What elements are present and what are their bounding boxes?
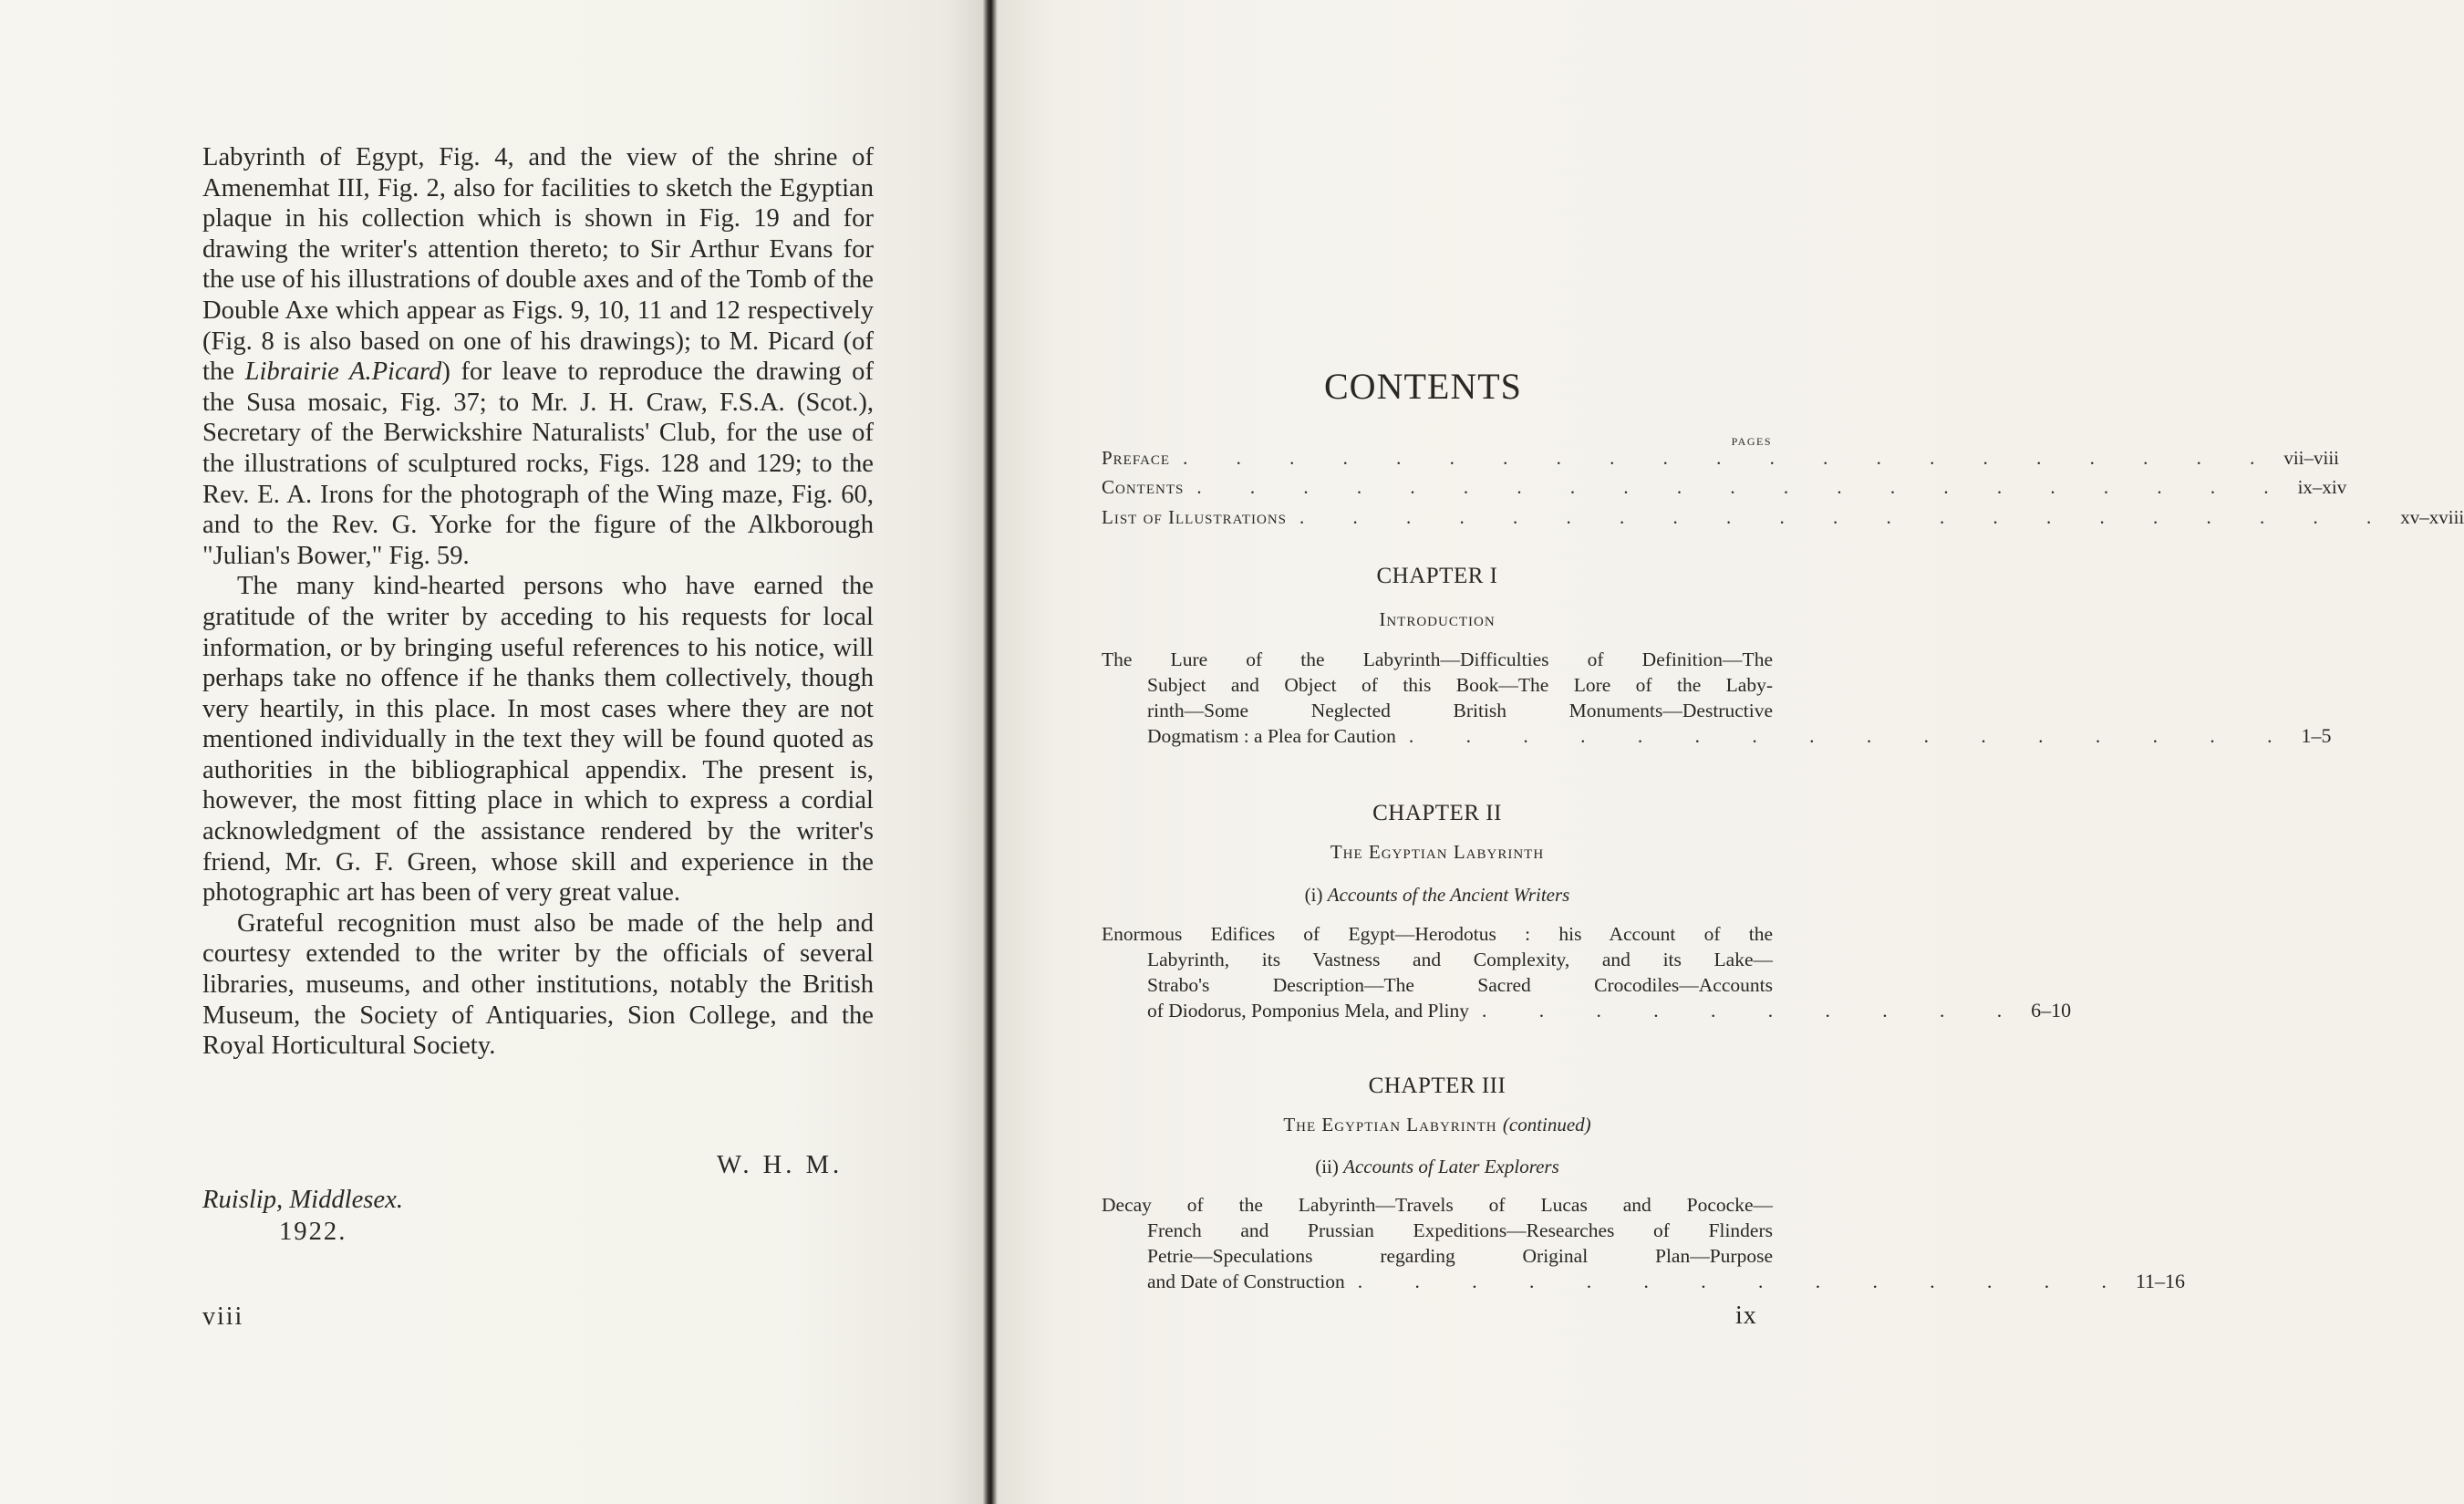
author-initials: W. H. M. bbox=[717, 1151, 844, 1179]
chapter-1-pages: 1–5 bbox=[2301, 724, 2332, 747]
place-of-writing: Ruislip, Middlesex. bbox=[202, 1186, 403, 1214]
dot-leader: . . . . . . . . . . . . . . . . . . . . . bbox=[1183, 447, 2277, 469]
left-page-number: viii bbox=[202, 1302, 244, 1331]
preface-paragraph-2: The many kind-hearted persons who have earned the gratitude of the writer by acceding to his requests for local information, or by bringing useful references to his notice, will perhaps take no offence if he thanks them collectively, though very heartily, in this place. In most cases where they are not mentioned individually in the text they will be found quoted as authorities in the bibliographical appendix. The present is, however, the most fitting place in which to express a cordial acknowledgment of the assistance rendered by the writer's friend, Mr. G. F. Green, whose skill and experience in the photographic art has been of very great value. bbox=[202, 572, 874, 908]
chapter-3-title: The Egyptian Labyrinth (continued) bbox=[1283, 1114, 1591, 1136]
chapter-1-synopsis: The Lure of the Labyrinth—Difficulties of Definition—The Subject and Object of this Book—The Lore of the Laby- rinth—Some Neglected British Monuments—Destructive Dogmatism : a Plea for Caution . . . . . . . . . . . . . . . . 1–5 bbox=[1102, 648, 2332, 747]
dot-leader: . . . . . . . . . . . . . . . . bbox=[1408, 725, 2296, 747]
toc-entry-preface: Preface . . . . . . . . . . . . . . . . . . . . . vii–viii bbox=[1102, 447, 2340, 469]
dot-leader: . . . . . . . . . . . . . . . . . . . . . bbox=[1299, 506, 2394, 528]
preface-text bbox=[202, 142, 874, 1062]
italic-publisher-name: Librairie A.Picard bbox=[244, 358, 442, 387]
chapter-3-pages: 11–16 bbox=[2135, 1270, 2186, 1292]
right-page-number: ix bbox=[1735, 1302, 1757, 1330]
chapter-2-pages: 6–10 bbox=[2031, 999, 2072, 1022]
toc-entry-contents: Contents . . . . . . . . . . . . . . . . . . . . . ix–xiv bbox=[1102, 476, 2347, 498]
preface-paragraph-3: Grateful recognition must also be made of the help and courtesy extended to the writer by the officials of several libraries, museums, and other institutions, notably the British Museum, the Society of Antiquaries, Sion College, and the Royal Horticultural Society. bbox=[202, 908, 874, 1061]
chapter-3-synopsis: Decay of the Labyrinth—Travels of Lucas and Pococke— French and Prussian Expeditions—Researches of Flinders Petrie—Speculations regarding Original Plan—Purpose and Date of Construction . . . . . . . . . . . . . . 11–16 bbox=[1102, 1194, 2186, 1292]
chapter-3-heading: CHAPTER III bbox=[1368, 1074, 1506, 1098]
book-gutter bbox=[983, 0, 998, 1504]
chapter-2-section: (i) Accounts of the Ancient Writers bbox=[1304, 884, 1570, 906]
chapter-3-final-line: and Date of Construction . . . . . . . . . . . . . . 11–16 bbox=[1147, 1270, 2186, 1292]
toc-entry-list-of-illustrations: List of Illustrations . . . . . . . . . . . . . . . . . . . . . xv–xviii bbox=[1102, 506, 2464, 528]
chapter-2-heading: CHAPTER II bbox=[1372, 801, 1502, 825]
year-of-writing: 1922. bbox=[279, 1218, 347, 1246]
dot-leader: . . . . . . . . . . . . . . . . . . . . . bbox=[1196, 476, 2291, 498]
chapter-2-final-line: of Diodorus, Pomponius Mela, and Pliny . . . . . . . . . . 6–10 bbox=[1147, 999, 2072, 1022]
chapter-1-heading: CHAPTER I bbox=[1376, 564, 1498, 588]
chapter-1-title: Introduction bbox=[1379, 608, 1496, 630]
dot-leader: . . . . . . . . . . bbox=[1481, 1000, 2026, 1022]
chapter-2-title: The Egyptian Labyrinth bbox=[1330, 841, 1545, 863]
chapter-3-section: (ii) Accounts of Later Explorers bbox=[1315, 1156, 1559, 1177]
preface-paragraph-1: Labyrinth of Egypt, Fig. 4, and the view of the shrine of Amenemhat III, Fig. 2, also for facilities to sketch the Egyptian plaque in his collection which is shown in Fig. 19 and for drawing the writer's attention thereto; to Sir Arthur Evans for the use of his illustrations of double axes and of the Tomb of the Double Axe which appear as Figs. 9, 10, 11 and 12 respectively (Fig. 8 is also based on one of his drawings); to M. Picard (of the Librairie A.Picard) for leave to reproduce the drawing of the Susa mosaic, Fig. 37; to Mr. J. H. Craw, F.S.A. (Scot.), Secretary of the Berwickshire Naturalists' Club, for the use of the illustrations of sculptured rocks, Figs. 128 and 129; to the Rev. E. A. Irons for the photograph of the Wing maze, Fig. 60, and to the Rev. G. Yorke for the figure of the Alkborough "Julian's Bower," Fig. 59. bbox=[202, 143, 874, 570]
chapter-2-synopsis: Enormous Edifices of Egypt—Herodotus : his Account of the Labyrinth, its Vastness and Complexity, and its Lake— Strabo's Description—The Sacred Crocodiles—Accounts of Diodorus, Pomponius Mela, and Pliny . . . . . . . . . . 6–10 bbox=[1102, 923, 2072, 1022]
contents-title: CONTENTS bbox=[1324, 366, 1522, 407]
pages-column-heading: PAGES bbox=[1731, 435, 1772, 448]
chapter-1-final-line: Dogmatism : a Plea for Caution . . . . . . . . . . . . . . . . 1–5 bbox=[1147, 724, 2332, 747]
dot-leader: . . . . . . . . . . . . . . bbox=[1357, 1271, 2130, 1292]
